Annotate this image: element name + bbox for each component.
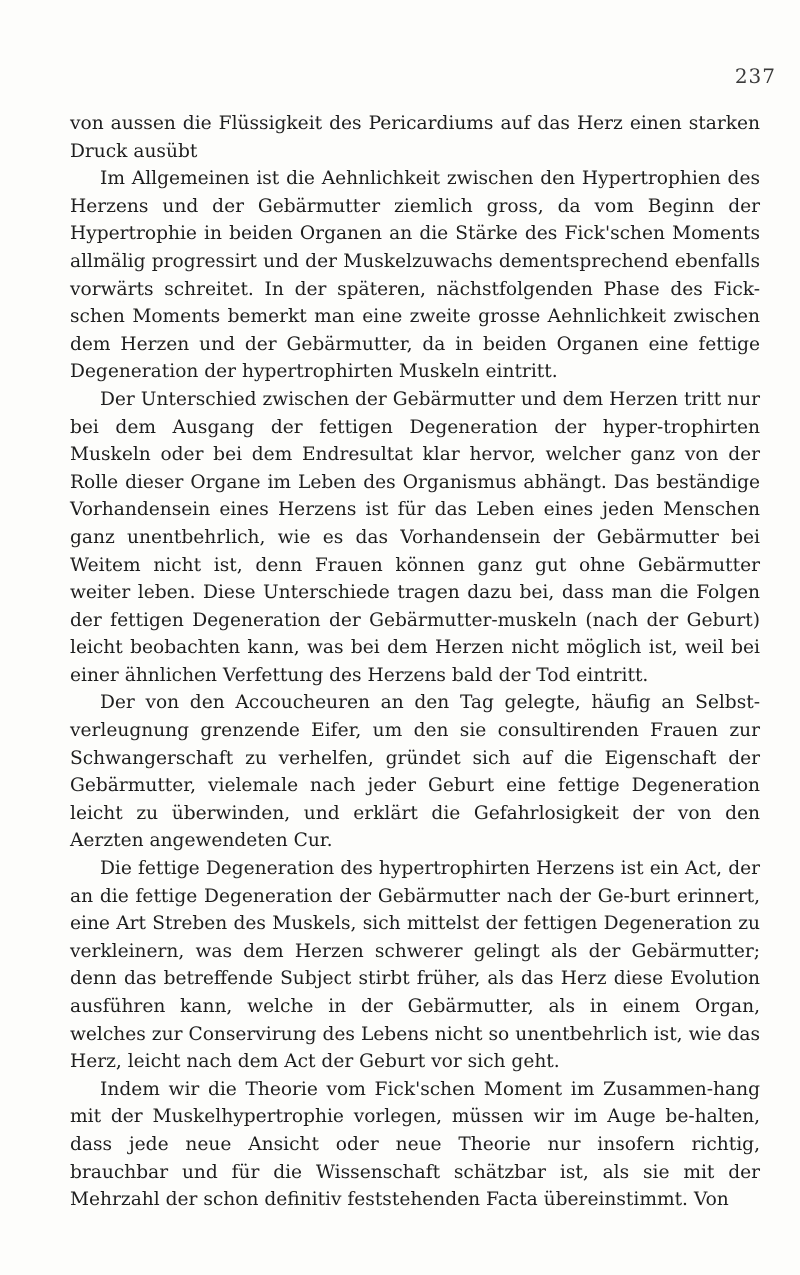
page-number: 237 bbox=[734, 64, 776, 88]
paragraph-accoucheurs: Der von den Accoucheuren an den Tag gelegte, häufig an Selbst-verleugnung grenzende Eifer, um den sie consultirenden Frauen zur Schwangerschaft zu verhelfen, gründet sich auf die Eigenschaft der Gebärmutter, vielemale nach jeder Geburt eine fettige Degeneration leicht zu überwinden, und erklärt die Gefahrlosigkeit der von den Aerzten angewendeten Cur. bbox=[70, 692, 760, 852]
paragraph-fatty-degeneration: Die fettige Degeneration des hypertrophirten Herzens ist ein Act, der an die fettige Degeneration der Gebärmutter nach der Ge-burt erinnert, eine Art Streben des Muskels, sich mittelst der fettigen Degeneration zu verkleinern, was dem Herzen schwerer gelingt als der Gebärmutter; denn das betreffende Subject stirbt früher, als das Herz diese Evolution ausführen kann, welche in der Gebärmutter, als in einem Organ, welches zur Conservirung des Lebens nicht so unentbehrlich ist, wie das Herz, leicht nach dem Act der Geburt vor sich geht. bbox=[70, 858, 760, 1073]
paragraph-theory: Indem wir die Theorie vom Fick'schen Moment im Zusammen-hang mit der Muskelhypertrophie vorlegen, müssen wir im Auge be-halten, dass jede neue Ansicht oder neue Theorie nur insofern richtig, brauchbar und für die Wissenschaft schätzbar ist, als sie mit der Mehrzahl der schon definitiv feststehenden Facta übereinstimmt. Von bbox=[70, 1078, 760, 1211]
paragraph-difference: Der Unterschied zwischen der Gebärmutter und dem Herzen tritt nur bei dem Ausgang der fettigen Degeneration der hyper-trophirten Muskeln oder bei dem Endresultat klar hervor, welcher ganz von der Rolle dieser Organe im Leben des Organismus abhängt. Das beständige Vorhandensein eines Herzens ist für das Leben eines jeden Menschen ganz unentbehrlich, wie es das Vorhandensein der Gebärmutter bei Weitem nicht ist, denn Frauen können ganz gut ohne Gebärmutter weiter leben. Diese Unterschiede tragen dazu bei, dass man die Folgen der fettigen Degeneration der Gebärmutter-muskeln (nach der Geburt) leicht beobachten kann, was bei dem Herzen nicht möglich ist, weil bei einer ähnlichen Verfettung des Herzens bald der Tod eintritt. bbox=[70, 388, 760, 686]
body-text bbox=[70, 110, 760, 1214]
paragraph-hypertrophy-similarity: Im Allgemeinen ist die Aehnlichkeit zwischen den Hypertrophien des Herzens und der Gebärmutter ziemlich gross, da vom Beginn der Hypertrophie in beiden Organen an die Stärke des Fick'schen Moments allmälig progressirt und der Muskelzuwachs dementsprechend ebenfalls vorwärts schreitet. In der späteren, nächstfolgenden Phase des Fick-schen Moments bemerkt man eine zweite grosse Aehnlichkeit zwischen dem Herzen und der Gebärmutter, da in beiden Organen eine fettige Degeneration der hypertrophirten Muskeln eintritt. bbox=[70, 168, 760, 383]
paragraph-continuation: von aussen die Flüssigkeit des Pericardiums auf das Herz einen starken Druck ausübt bbox=[70, 113, 760, 162]
